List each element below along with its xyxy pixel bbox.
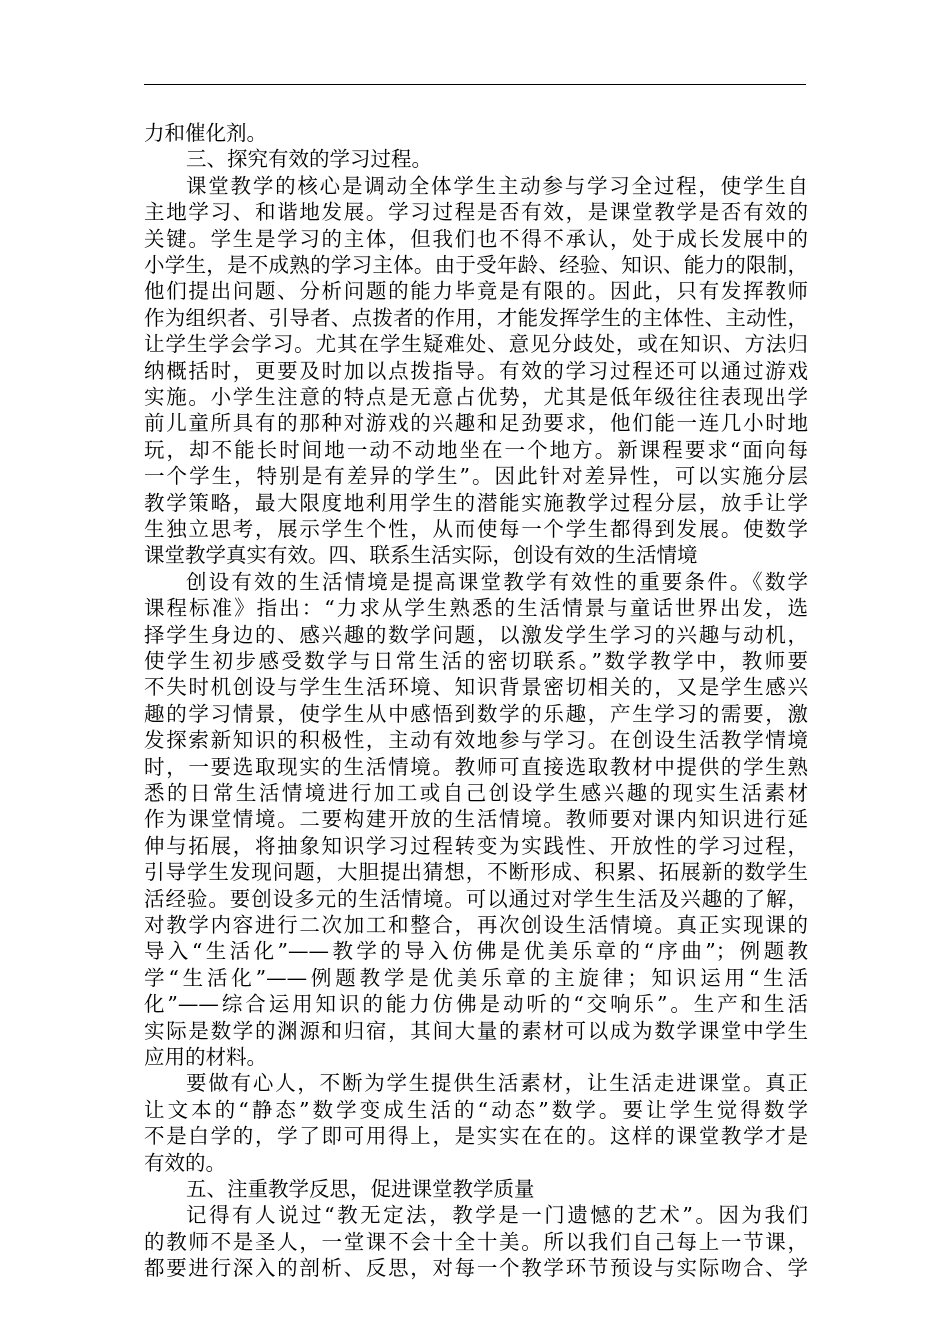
text-line: 导入“生活化”——教学的导入仿佛是优美乐章的“序曲”；例题教 [144,939,808,964]
text-line: 对教学内容进行二次加工和整合，再次创设生活情境。真正实现课的 [144,913,808,937]
text-line: 让文本的“静态”数学变成生活的“动态”数学。要让学生觉得数学 [144,1097,808,1122]
text-line: 前儿童所具有的那种对游戏的兴趣和足劲要求，他们能一连几小时地 [144,411,808,436]
text-line: 生独立思考，展示学生个性，从而使每一个学生都得到发展。使数学 [144,517,808,541]
header-rule [144,84,806,85]
text-line: 作为课堂情境。二要构建开放的生活情境。教师要对课内知识进行延 [144,807,808,832]
text-line: 不失时机创设与学生生活环境、知识背景密切相关的，又是学生感兴 [144,675,808,700]
text-line: 化”——综合运用知识的能力仿佛是动听的“交响乐”。生产和生活 [144,992,808,1017]
text-line: 课程标准》指出：“力求从学生熟悉的生活情景与童话世界出发，选 [144,596,808,621]
text-line: 实施。小学生注意的特点是无意占优势，尤其是低年级往往表现出学 [144,385,808,409]
text-line: 实际是数学的渊源和归宿，其间大量的素材可以成为数学课堂中学生 [144,1018,808,1043]
text-line: 记得有人说过“教无定法，教学是一门遗憾的艺术”。因为我们 [186,1203,808,1228]
text-line: 有效的。 [144,1150,226,1175]
text-line: 活经验。要创设多元的生活情境。可以通过对学生生活及兴趣的了解， [144,886,808,911]
text-line: 主地学习、和谐地发展。学习过程是否有效，是课堂教学是否有效的 [144,200,808,225]
text-line: 三、探究有效的学习过程。 [186,147,432,172]
text-line: 一个学生，特别是有差异的学生”。因此针对差异性，可以实施分层 [144,464,808,489]
text-line: 关键。学生是学习的主体，但我们也不得不承认，处于成长发展中的 [144,226,808,251]
text-line: 引导学生发现问题，大胆提出猜想，不断形成、积累、拓展新的数学生 [144,860,808,885]
text-line: 创设有效的生活情境是提高课堂教学有效性的重要条件。《数学 [186,569,808,594]
text-line: 使学生初步感受数学与日常生活的密切联系。”数学教学中，教师要 [144,649,808,673]
text-line: 课堂教学真实有效。四、联系生活实际，创设有效的生活情境 [144,543,698,568]
text-line: 趣的学习情景，使学生从中感悟到数学的乐趣，产生学习的需要，激 [144,701,808,726]
text-line: 教学策略，最大限度地利用学生的潜能实施教学过程分层，放手让学 [144,490,808,515]
text-line: 时，一要选取现实的生活情境。教师可直接选取教材中提供的学生熟 [144,754,808,779]
text-line: 择学生身边的、感兴趣的数学问题，以激发学生学习的兴趣与动机， [144,622,808,647]
text-line: 五、注重教学反思，促进课堂教学质量 [186,1177,535,1201]
text-line: 课堂教学的核心是调动全体学生主动参与学习全过程，使学生自 [186,173,808,198]
text-line: 学“生活化”——例题教学是优美乐章的主旋律；知识运用“生活 [144,965,808,990]
text-line: 不是白学的，学了即可用得上，是实实在在的。这样的课堂教学才是 [144,1124,808,1149]
text-line: 悉的日常生活情境进行加工或自己创设学生感兴趣的现实生活素材 [144,781,808,805]
text-line: 玩，却不能长时间地一动不动地坐在一个地方。新课程要求“面向每 [144,437,808,462]
text-line: 的教师不是圣人，一堂课不会十全十美。所以我们自己每上一节课， [144,1229,808,1254]
text-line: 小学生，是不成熟的学习主体。由于受年龄、经验、知识、能力的限制， [144,253,808,277]
text-line: 力和催化剂。 [144,121,267,145]
text-line: 他们提出问题、分析问题的能力毕竟是有限的。因此，只有发挥教师 [144,279,808,304]
text-line: 应用的材料。 [144,1045,267,1069]
text-line: 要做有心人，不断为学生提供生活素材，让生活走进课堂。真正 [186,1071,808,1096]
text-line: 发探索新知识的积极性，主动有效地参与学习。在创设生活教学情境 [144,728,808,753]
text-line: 作为组织者、引导者、点拨者的作用，才能发挥学生的主体性、主动性， [144,305,808,330]
text-line: 纳概括时，更要及时加以点拨指导。有效的学习过程还可以通过游戏 [144,358,808,383]
text-line: 让学生学会学习。尤其在学生疑难处、意见分歧处，或在知识、方法归 [144,332,808,357]
text-line: 都要进行深入的剖析、反思，对每一个教学环节预设与实际吻合、学 [144,1256,808,1281]
text-line: 伸与拓展，将抽象知识学习过程转变为实践性、开放性的学习过程， [144,833,808,858]
